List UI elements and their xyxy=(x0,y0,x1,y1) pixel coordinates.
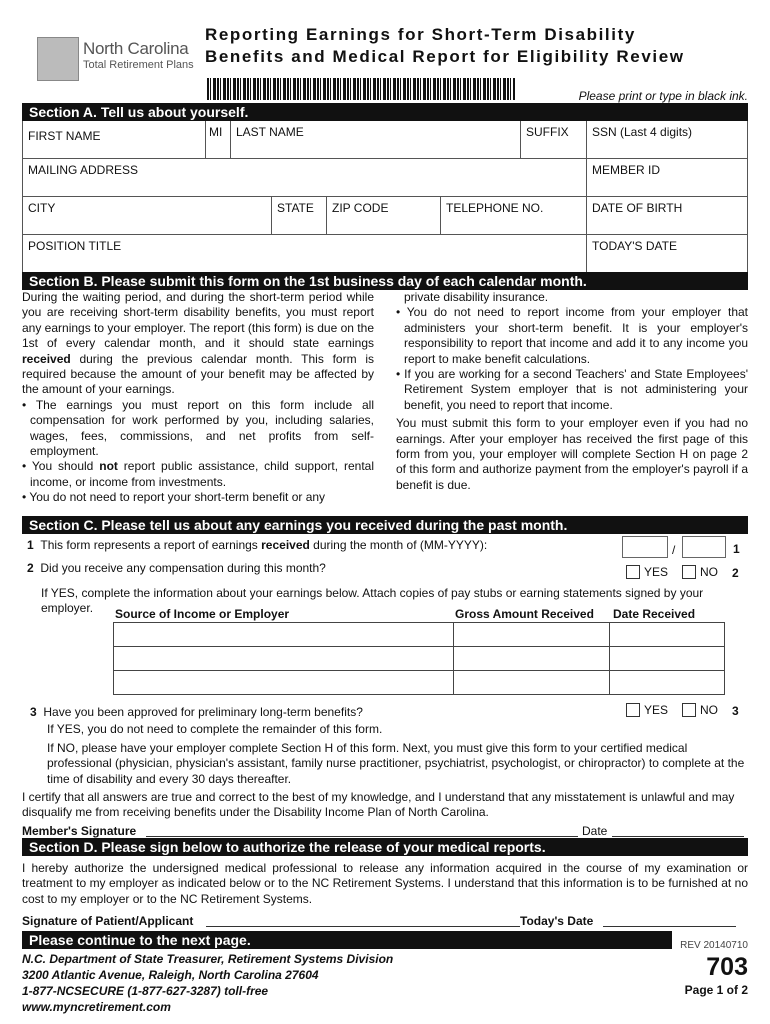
col-gross-header: Gross Amount Received xyxy=(455,607,594,621)
section-d-authorization: I hereby authorize the undersigned medical professional to release any information acquired in the course of my examination or treatment to my employer as indicated below or to the NC Retirement Systems. I understand that this information is to be furnished at no cost to my employer or to the NC Retirement Systems. xyxy=(22,861,748,906)
month-input[interactable] xyxy=(622,536,668,558)
ssn-field[interactable] xyxy=(587,121,748,159)
footer-line-website[interactable]: www.myncretirement.com xyxy=(22,1000,171,1014)
q2-instructions: If YES, complete the information about your earnings below. Attach copies of pay stubs or earning statements signed by your employer. xyxy=(41,586,704,616)
not-report-bold: not xyxy=(99,459,118,474)
section-b-bullet-employer-income: • You do not need to report income from your employer that administers your short-term benefit. It is your employer's responsibility to report that income and add it to any income you report to make benefit calculations. xyxy=(396,305,748,366)
section-d-heading: Section D. Please sign below to authorize the release of your medical reports. xyxy=(22,838,748,856)
last-name-field[interactable] xyxy=(231,121,521,159)
q2-yes-label: YES xyxy=(644,565,669,579)
page-number: Page 1 of 2 xyxy=(684,983,748,997)
section-b-right-column xyxy=(396,290,748,493)
state-field[interactable] xyxy=(272,197,327,235)
q3-yes-checkbox[interactable] xyxy=(626,703,640,717)
section-b-bullet-short-term: • You do not need to report your short-term benefit or any xyxy=(22,490,326,505)
year-input[interactable] xyxy=(682,536,726,558)
form-number: 703 xyxy=(706,953,748,981)
logo-org-subtitle: Total Retirement Plans xyxy=(83,59,194,71)
q1-right-number: 1 xyxy=(733,542,740,556)
section-b-intro: During the waiting period, and during the short-term period while you are receiving short-term disability benefits, you must report any earnings to your employer. The report (this form) is due on the 1st of every calendar month, and it should state earnings xyxy=(22,290,374,351)
patient-date-line[interactable] xyxy=(603,926,736,927)
section-a-heading: Section A. Tell us about yourself. xyxy=(22,103,748,121)
member-date-line[interactable] xyxy=(612,836,744,837)
first-name-field[interactable] xyxy=(23,121,206,159)
patient-signature-line[interactable] xyxy=(206,926,520,927)
ssn-label: SSN (Last 4 digits) xyxy=(592,125,693,139)
question-3 xyxy=(30,705,363,719)
section-b-intro-bold: received xyxy=(22,351,71,366)
q3-right-number: 3 xyxy=(732,704,739,718)
print-note: Please print or type in black ink. xyxy=(578,89,748,103)
q3-yes-label: YES xyxy=(644,703,669,717)
section-b-continued: private disability insurance. xyxy=(404,290,549,304)
q3-no-checkbox[interactable] xyxy=(682,703,696,717)
q2-yes-option[interactable] xyxy=(626,565,668,579)
telephone-field[interactable] xyxy=(441,197,587,235)
footer-address xyxy=(22,951,393,1015)
section-b-bullet-earnings: • The earnings you must report on this form include all compensation for work performed by you, including salaries, wages, fees, commissions, and net profits from self-employment. xyxy=(22,397,374,459)
title-line-1: Reporting Earnings for Short-Term Disability xyxy=(205,25,636,44)
source-cell[interactable] xyxy=(114,623,454,647)
section-b-bullet-not-report xyxy=(22,459,374,490)
member-signature-label: Member's Signature xyxy=(22,824,137,838)
telephone-label: TELEPHONE NO. xyxy=(446,201,544,215)
q1-text-end: during the month of (MM-YYYY): xyxy=(309,538,488,552)
member-date-label: Date xyxy=(582,824,608,838)
section-b-submit-note: You must submit this form to your employer even if you had no earnings. After your employer has received the first page of this form from you, your employer will complete Section H on page 2 of this form and authorize payment from the employer's payroll if a benefit is due. xyxy=(396,416,748,492)
suffix-field[interactable] xyxy=(521,121,587,159)
suffix-label: SUFFIX xyxy=(526,125,569,139)
q2-text: Did you receive any compensation during this month? xyxy=(40,561,326,575)
todays-date-label: TODAY'S DATE xyxy=(592,239,677,253)
logo-emblem-icon xyxy=(37,37,79,81)
logo-org-name: North Carolina xyxy=(83,39,189,58)
last-name-label: LAST NAME xyxy=(236,125,304,139)
mailing-address-label: MAILING ADDRESS xyxy=(28,163,139,177)
patient-signature-label: Signature of Patient/Applicant xyxy=(22,914,194,928)
first-name-label: FIRST NAME xyxy=(28,129,101,143)
q3-no-label: NO xyxy=(700,703,718,717)
date-cell[interactable] xyxy=(610,623,725,647)
col-date-header: Date Received xyxy=(613,607,696,621)
question-2 xyxy=(27,561,326,575)
continue-banner: Please continue to the next page. xyxy=(22,931,672,949)
q1-text: This form represents a report of earnings xyxy=(40,538,262,552)
table-row xyxy=(114,647,725,671)
nc-total-retirement-plans-logo xyxy=(37,37,195,81)
section-a-grid xyxy=(22,121,748,273)
certification-statement: I certify that all answers are true and correct to the best of my knowledge, and I understand that any misstatement is unlawful and may disqualify me from receiving benefits under the Disability Income Plan of North Carolina. xyxy=(22,790,735,820)
member-id-label: MEMBER ID xyxy=(592,163,661,177)
q3-yes-option[interactable] xyxy=(626,703,668,717)
patient-date-label: Today's Date xyxy=(520,914,594,928)
source-cell[interactable] xyxy=(114,671,454,695)
date-of-birth-field[interactable] xyxy=(587,197,748,235)
section-b-left-column xyxy=(22,290,374,506)
q3-no-option[interactable] xyxy=(682,703,718,717)
gross-cell[interactable] xyxy=(454,647,610,671)
col-source-header: Source of Income or Employer xyxy=(115,607,290,621)
source-cell[interactable] xyxy=(114,647,454,671)
table-row xyxy=(114,623,725,647)
q2-no-option[interactable] xyxy=(682,565,718,579)
q3-yes-instruction: If YES, you do not need to complete the remainder of this form. xyxy=(47,722,383,736)
zip-code-field[interactable] xyxy=(327,197,441,235)
member-id-field[interactable] xyxy=(587,159,748,197)
date-of-birth-label: DATE OF BIRTH xyxy=(592,201,683,215)
date-cell[interactable] xyxy=(610,671,725,695)
footer-line-dept: N.C. Department of State Treasurer, Retirement Systems Division xyxy=(22,952,394,966)
mailing-address-field[interactable] xyxy=(23,159,587,197)
section-b-heading: Section B. Please submit this form on the 1st business day of each calendar month. xyxy=(22,272,748,290)
barcode-icon xyxy=(207,78,515,100)
date-slash: / xyxy=(672,543,676,557)
position-title-label: POSITION TITLE xyxy=(28,239,122,253)
table-row xyxy=(114,671,725,695)
q3-number: 3 xyxy=(30,705,37,719)
revision-label: REV 20140710 xyxy=(680,940,748,951)
q1-bold: received xyxy=(261,538,310,552)
q2-no-label: NO xyxy=(700,565,718,579)
mi-field[interactable] xyxy=(206,121,231,159)
gross-cell[interactable] xyxy=(454,623,610,647)
q1-number: 1 xyxy=(27,538,34,552)
q2-yes-checkbox[interactable] xyxy=(626,565,640,579)
q2-no-checkbox[interactable] xyxy=(682,565,696,579)
member-signature-line[interactable] xyxy=(146,836,578,837)
city-label: CITY xyxy=(28,201,56,215)
zip-code-label: ZIP CODE xyxy=(332,201,389,215)
q3-text: Have you been approved for preliminary long-term benefits? xyxy=(43,705,363,719)
question-1 xyxy=(27,538,487,552)
title-line-2: Benefits and Medical Report for Eligibility Review xyxy=(205,47,685,66)
city-field[interactable] xyxy=(23,197,272,235)
q3-no-instruction: If NO, please have your employer complete Section H of this form. Next, you must give this form to your certified medical professional (physician, physician's assistant, family nurse practitioner, psychiatrist, psychologist, or chiropractor) to complete at the time of disability and every 30 days thereafter. xyxy=(47,741,745,786)
gross-cell[interactable] xyxy=(454,671,610,695)
section-b-intro-end: during the previous calendar month. This form is required because the amount of your benefit may be affected by the amount of your earnings. xyxy=(22,351,374,397)
section-b-bullet-second-employer: • If you are working for a second Teachers' and State Employees' Retirement System employer that is not administering your benefit, you need to report that income. xyxy=(396,367,748,412)
date-cell[interactable] xyxy=(610,647,725,671)
section-c-heading: Section C. Please tell us about any earnings you received during the past month. xyxy=(22,516,748,534)
form-title xyxy=(205,24,685,68)
q2-number: 2 xyxy=(27,561,34,575)
state-label: STATE xyxy=(277,201,314,215)
mi-label: MI xyxy=(209,125,223,139)
not-report-text-end: report public assistance, child support, rental income, or income from investments. xyxy=(30,459,374,489)
position-title-field[interactable] xyxy=(23,235,587,273)
not-report-text: • You should xyxy=(22,459,100,474)
footer-line-address: 3200 Atlantic Avenue, Raleigh, North Carolina 27604 xyxy=(22,968,319,982)
q2-right-number: 2 xyxy=(732,566,739,580)
todays-date-field[interactable] xyxy=(587,235,748,273)
earnings-table xyxy=(113,622,725,695)
footer-line-phone: 1-877-NCSECURE (1-877-627-3287) toll-free xyxy=(22,984,269,998)
